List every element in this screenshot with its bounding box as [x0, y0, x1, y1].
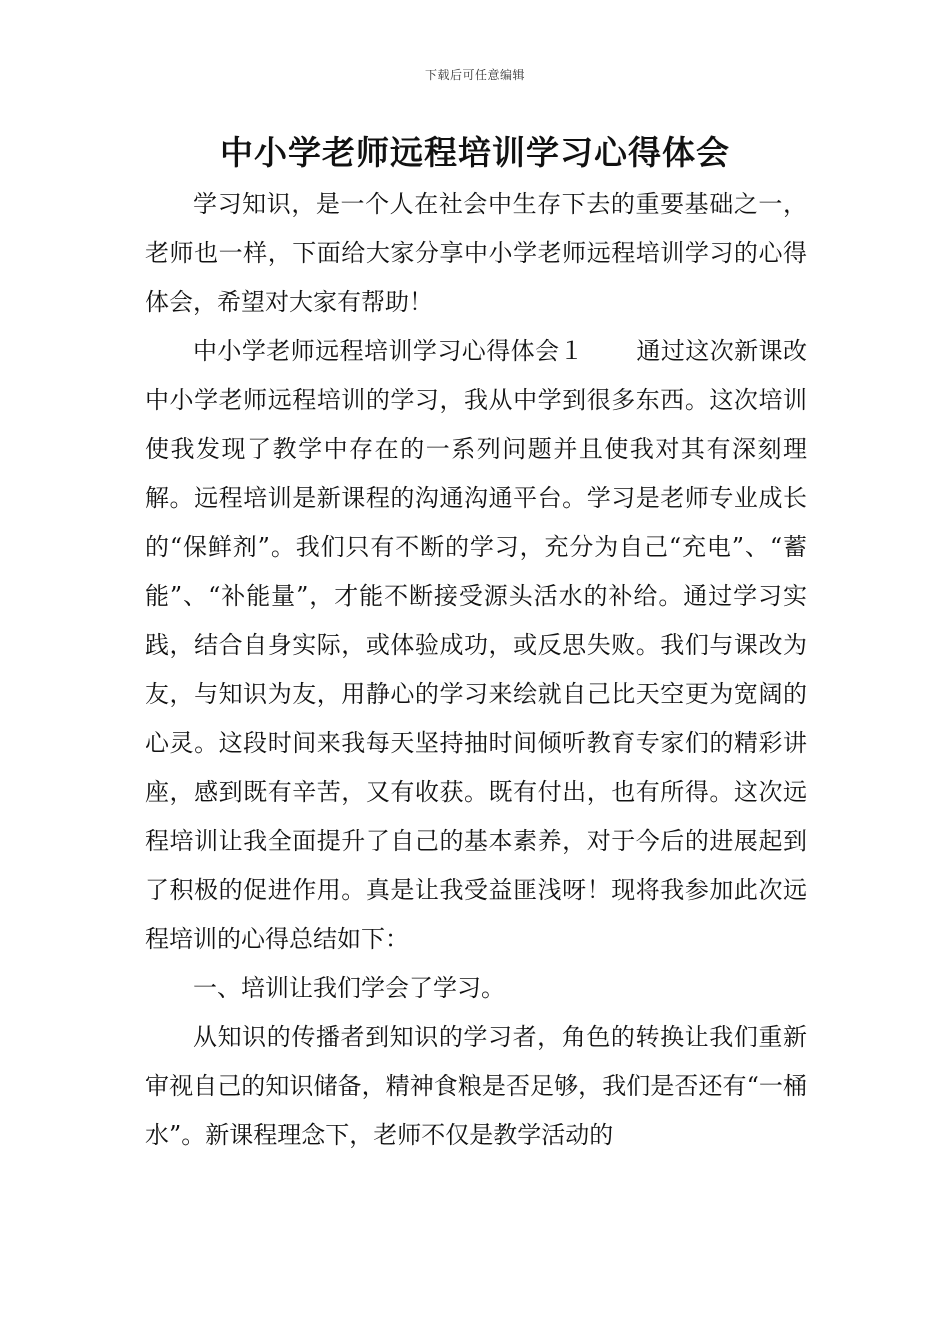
point1-paragraph: 从知识的传播者到知识的学习者，角色的转换让我们重新审视自己的知识储备，精神食粮是否足够，我们是否还有“一桶水”。新课程理念下，老师不仅是教学活动的	[145, 1023, 807, 1149]
document-body	[145, 180, 807, 1160]
header-note: 下载后可任意编辑	[424, 68, 525, 82]
section1-body: 通过这次新课改中小学老师远程培训的学习，我从中学到很多东西。这次培训使我发现了教学中存在的一系列问题并且使我对其有深刻理解。远程培训是新课程的沟通沟通平台。学习是老师专业成长的“保鲜剂”。我们只有不断的学习，充分为自己“充电”、“蓄能”、“补能量”，才能不断接受源头活水的补给。通过学习实践，结合自身实际，或体验成功，或反思失败。我们与课改为友，与知识为友，用静心的学习来绘就自己比天空更为宽阔的心灵。这段时间来我每天坚持抽时间倾听教育专家们的精彩讲座，感到既有辛苦，又有收获。既有付出，也有所得。这次远程培训让我全面提升了自己的基本素养，对于今后的进展起到了积极的促进作用。真是让我受益匪浅呀！现将我参加此次远程培训的心得总结如下：	[145, 337, 808, 953]
document-title: 中小学老师远程培训学习心得体会	[220, 133, 730, 172]
point1-heading: 一、培训让我们学会了学习。	[193, 974, 505, 1002]
intro-paragraph: 学习知识，是一个人在社会中生存下去的重要基础之一，老师也一样，下面给大家分享中小学老师远程培训学习的心得体会，希望对大家有帮助！	[145, 190, 807, 316]
section1-paragraph	[145, 327, 807, 964]
section1-heading: 中小学老师远程培训学习心得体会１	[193, 337, 584, 365]
